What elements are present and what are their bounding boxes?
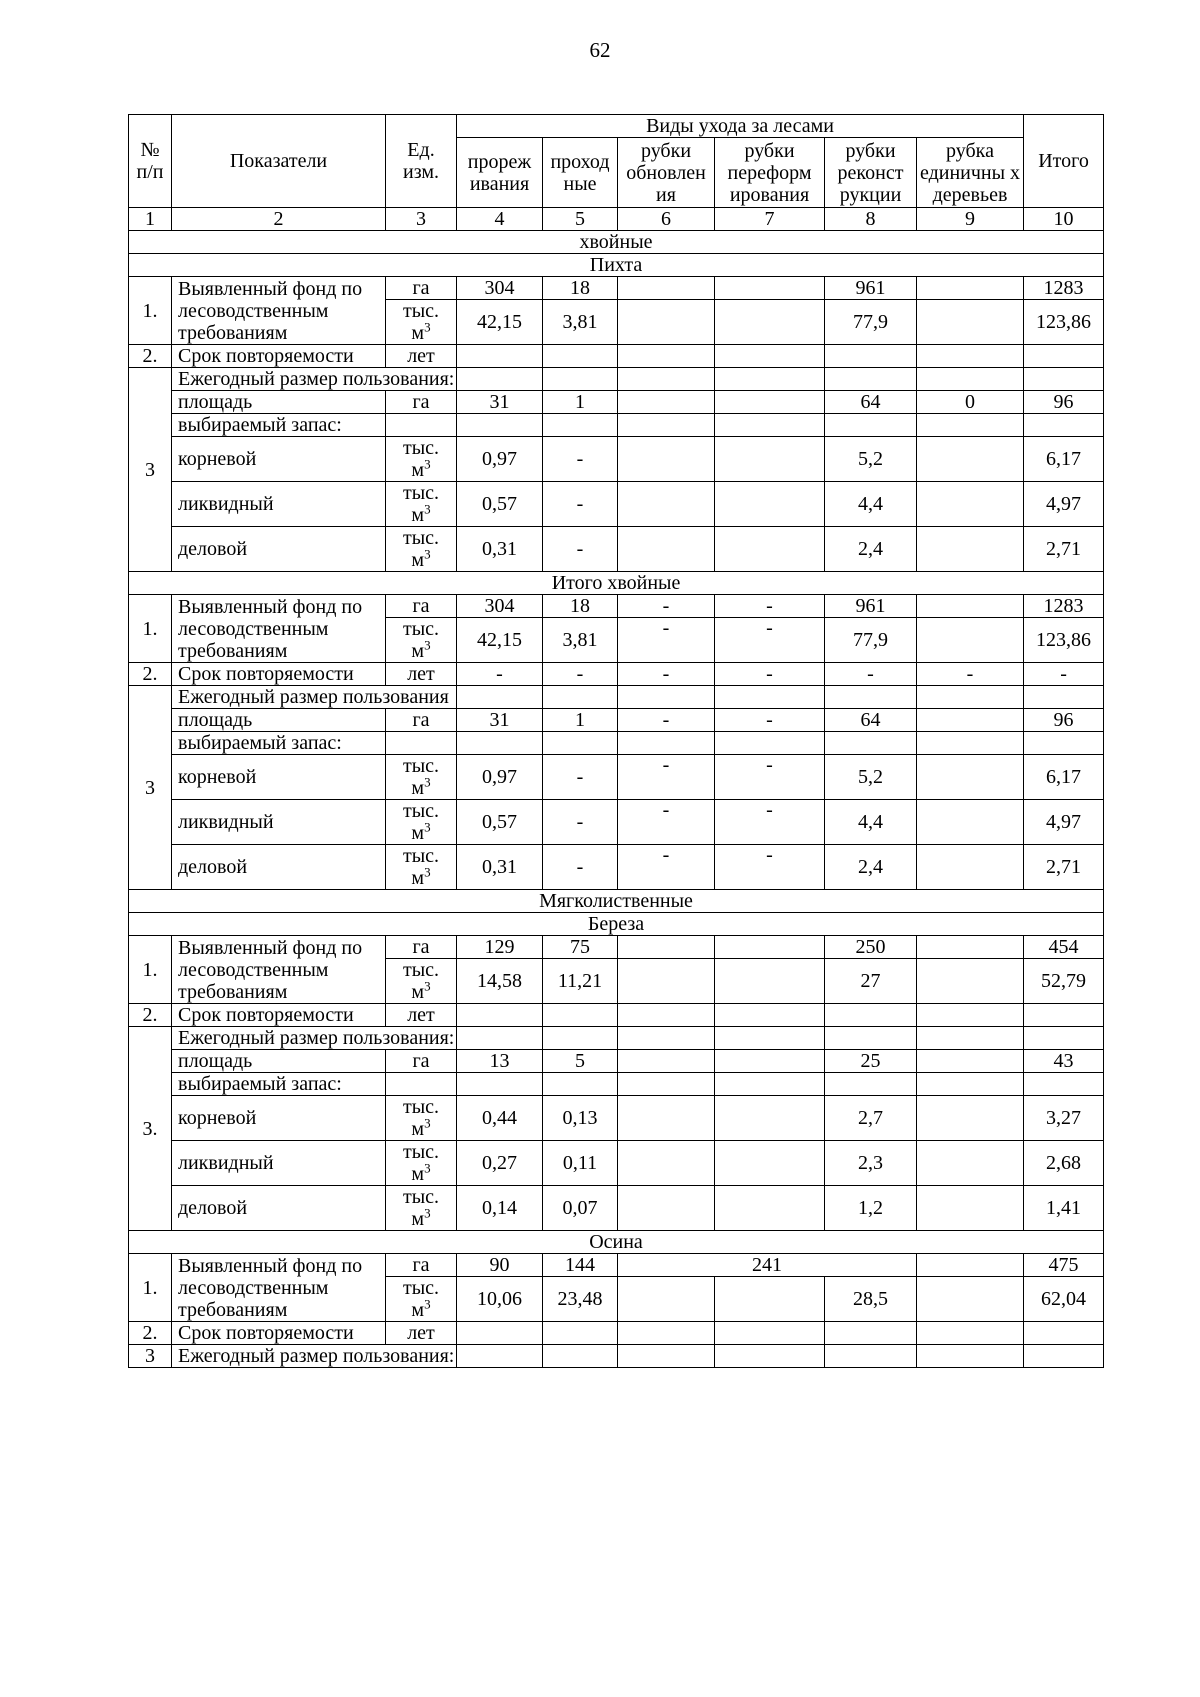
value-cell (715, 959, 825, 1004)
value-cell: 2,3 (825, 1141, 917, 1186)
table-row (129, 1322, 1104, 1345)
unit-cell: тыс. $м^3$ (386, 845, 457, 890)
value-cell: - (715, 709, 825, 732)
value-cell: - (715, 595, 825, 618)
value-cell: 31 (457, 391, 543, 414)
unit-cell: тыс. $м^3$ (386, 1277, 457, 1322)
section-row (129, 890, 1104, 913)
value-cell (715, 1186, 825, 1231)
column-number: 6 (618, 208, 715, 231)
value-cell (917, 709, 1024, 732)
table-row (129, 1004, 1104, 1027)
unit-cell: лет (386, 1004, 457, 1027)
value-cell: 129 (457, 936, 543, 959)
value-cell: 0,31 (457, 527, 543, 572)
value-cell (715, 1277, 825, 1322)
row-label: Срок повторяемости (172, 1004, 386, 1027)
value-cell: 43 (1024, 1050, 1104, 1073)
value-cell (715, 527, 825, 572)
value-cell (715, 1050, 825, 1073)
value-cell (618, 1186, 715, 1231)
value-cell: - (543, 527, 618, 572)
value-cell (917, 300, 1024, 345)
value-cell: - (543, 482, 618, 527)
value-cell (618, 391, 715, 414)
row-label: выбираемый запас: (172, 732, 386, 755)
value-cell: 961 (825, 595, 917, 618)
table-row (129, 1141, 1104, 1186)
header-type: проход ные (543, 138, 618, 208)
value-cell: 0,31 (457, 845, 543, 890)
unit-cell: лет (386, 1322, 457, 1345)
value-cell (715, 1096, 825, 1141)
table-row (129, 755, 1104, 800)
value-cell (715, 437, 825, 482)
unit-cell: тыс. $м^3$ (386, 482, 457, 527)
value-cell: 123,86 (1024, 300, 1104, 345)
value-cell (715, 391, 825, 414)
unit-cell: тыс. $м^3$ (386, 959, 457, 1004)
column-number: 10 (1024, 208, 1104, 231)
value-cell: 2,71 (1024, 527, 1104, 572)
table-row (129, 482, 1104, 527)
value-cell: - (543, 437, 618, 482)
row-label: деловой (172, 1186, 386, 1231)
column-number: 4 (457, 208, 543, 231)
value-cell: 2,71 (1024, 845, 1104, 890)
value-cell (618, 1096, 715, 1141)
value-cell (618, 277, 715, 300)
table-row (129, 709, 1104, 732)
value-cell: 1 (543, 391, 618, 414)
value-cell (917, 482, 1024, 527)
column-number: 1 (129, 208, 172, 231)
row-number: 2. (129, 663, 172, 686)
value-cell (715, 936, 825, 959)
table-row (129, 437, 1104, 482)
value-cell (917, 595, 1024, 618)
unit-cell: тыс. $м^3$ (386, 755, 457, 800)
unit-cell: га (386, 391, 457, 414)
header-type: рубки переформ ирования (715, 138, 825, 208)
value-cell: - (825, 663, 917, 686)
value-cell: 13 (457, 1050, 543, 1073)
value-cell (917, 1050, 1024, 1073)
table-row (129, 1073, 1104, 1096)
section-softleaf: Мягколиственные (129, 890, 1104, 913)
table-row (129, 936, 1104, 959)
value-cell: - (618, 845, 715, 890)
value-cell: 6,17 (1024, 755, 1104, 800)
row-label: Выявленный фонд по лесоводственным требованиям (172, 595, 386, 663)
value-cell: 0,57 (457, 800, 543, 845)
value-cell: - (715, 663, 825, 686)
value-cell: 28,5 (825, 1277, 917, 1322)
header-indicators: Показатели (172, 115, 386, 208)
value-cell: - (618, 755, 715, 800)
value-cell: 3,81 (543, 618, 618, 663)
value-cell (618, 437, 715, 482)
value-cell: - (543, 755, 618, 800)
value-cell: 250 (825, 936, 917, 959)
value-cell (618, 1050, 715, 1073)
row-label: площадь (172, 391, 386, 414)
unit-cell: лет (386, 663, 457, 686)
value-cell: - (543, 800, 618, 845)
value-cell (715, 277, 825, 300)
row-label: Выявленный фонд по лесоводственным требованиям (172, 277, 386, 345)
unit-cell: тыс. $м^3$ (386, 437, 457, 482)
header-total: Итого (1024, 115, 1104, 208)
table-row (129, 1050, 1104, 1073)
value-cell: 304 (457, 595, 543, 618)
value-cell: 3,81 (543, 300, 618, 345)
value-cell: 2,4 (825, 845, 917, 890)
row-label: Срок повторяемости (172, 663, 386, 686)
value-cell (917, 1277, 1024, 1322)
section-row (129, 1231, 1104, 1254)
value-cell: - (543, 663, 618, 686)
row-label: корневой (172, 755, 386, 800)
value-cell (917, 1141, 1024, 1186)
value-cell: 27 (825, 959, 917, 1004)
column-number: 7 (715, 208, 825, 231)
value-cell (917, 959, 1024, 1004)
unit-cell: га (386, 277, 457, 300)
value-cell (917, 1186, 1024, 1231)
header-type: рубки реконст рукции (825, 138, 917, 208)
value-cell: 0,57 (457, 482, 543, 527)
value-cell: - (618, 618, 715, 663)
value-cell (715, 300, 825, 345)
value-cell: 0,97 (457, 437, 543, 482)
table-row (129, 686, 1104, 709)
value-cell: 6,17 (1024, 437, 1104, 482)
column-numbers-row (129, 208, 1104, 231)
row-number: 2. (129, 1004, 172, 1027)
value-cell (917, 1254, 1024, 1277)
table-row (129, 1254, 1104, 1277)
row-label: деловой (172, 527, 386, 572)
header-num: № п/п (129, 115, 172, 208)
column-number: 9 (917, 208, 1024, 231)
table-row (129, 527, 1104, 572)
table-row (129, 277, 1104, 300)
table-row (129, 732, 1104, 755)
value-cell: 42,15 (457, 300, 543, 345)
table-row (129, 1345, 1104, 1368)
header-unit: Ед. изм. (386, 115, 457, 208)
row-number: 1. (129, 595, 172, 663)
unit-cell: га (386, 595, 457, 618)
unit-cell: га (386, 709, 457, 732)
row-number: 3. (129, 1027, 172, 1231)
value-cell: - (715, 800, 825, 845)
row-number: 1. (129, 1254, 172, 1322)
value-cell (917, 845, 1024, 890)
value-cell: 52,79 (1024, 959, 1104, 1004)
value-cell (917, 277, 1024, 300)
value-cell (917, 800, 1024, 845)
value-cell (618, 1141, 715, 1186)
row-label: ликвидный (172, 1141, 386, 1186)
value-cell: 0,13 (543, 1096, 618, 1141)
row-number: 1. (129, 936, 172, 1004)
unit-cell: тыс. $м^3$ (386, 800, 457, 845)
value-cell (618, 1277, 715, 1322)
row-label: Ежегодный размер пользования (172, 686, 457, 709)
section-aspen: Осина (129, 1231, 1104, 1254)
row-label: Ежегодный размер пользования: (172, 1345, 457, 1368)
value-cell (618, 300, 715, 345)
value-cell: 1283 (1024, 595, 1104, 618)
column-number: 8 (825, 208, 917, 231)
forest-care-table (128, 114, 1104, 1368)
value-cell: 62,04 (1024, 1277, 1104, 1322)
unit-cell: тыс. $м^3$ (386, 300, 457, 345)
column-number: 5 (543, 208, 618, 231)
header-group: Виды ухода за лесами (457, 115, 1024, 138)
value-cell (618, 482, 715, 527)
row-number: 2. (129, 345, 172, 368)
value-cell: 0,07 (543, 1186, 618, 1231)
unit-cell: лет (386, 345, 457, 368)
value-cell: 90 (457, 1254, 543, 1277)
section-fir: Пихта (129, 254, 1104, 277)
value-cell: - (618, 663, 715, 686)
value-cell: 4,97 (1024, 800, 1104, 845)
value-cell: 14,58 (457, 959, 543, 1004)
row-label: Выявленный фонд по лесоводственным требованиям (172, 1254, 386, 1322)
row-label: ликвидный (172, 800, 386, 845)
unit-cell: тыс. $м^3$ (386, 1096, 457, 1141)
value-cell: - (457, 663, 543, 686)
value-cell: 96 (1024, 709, 1104, 732)
value-cell: 1283 (1024, 277, 1104, 300)
value-cell (715, 1141, 825, 1186)
value-cell: 961 (825, 277, 917, 300)
section-conifer: хвойные (129, 231, 1104, 254)
value-cell: 123,86 (1024, 618, 1104, 663)
value-cell: - (715, 845, 825, 890)
row-label: Выявленный фонд по лесоводственным требованиям (172, 936, 386, 1004)
value-cell: 18 (543, 595, 618, 618)
value-cell (618, 959, 715, 1004)
header-type: прореж ивания (457, 138, 543, 208)
value-cell (917, 527, 1024, 572)
value-cell: 75 (543, 936, 618, 959)
value-cell: 31 (457, 709, 543, 732)
value-cell: 4,97 (1024, 482, 1104, 527)
value-cell (917, 755, 1024, 800)
value-cell: 475 (1024, 1254, 1104, 1277)
value-cell: 64 (825, 709, 917, 732)
value-cell: 77,9 (825, 618, 917, 663)
value-cell: 64 (825, 391, 917, 414)
table-row (129, 800, 1104, 845)
value-cell: 1 (543, 709, 618, 732)
row-number: 3 (129, 686, 172, 890)
row-label: площадь (172, 1050, 386, 1073)
value-cell: 77,9 (825, 300, 917, 345)
value-cell: 2,4 (825, 527, 917, 572)
table-row (129, 595, 1104, 618)
unit-cell: га (386, 936, 457, 959)
unit-cell: га (386, 1050, 457, 1073)
unit-cell: тыс. $м^3$ (386, 527, 457, 572)
unit-cell: тыс. $м^3$ (386, 618, 457, 663)
value-cell: 241 (618, 1254, 917, 1277)
value-cell: - (917, 663, 1024, 686)
value-cell: 2,7 (825, 1096, 917, 1141)
value-cell: - (618, 800, 715, 845)
value-cell: 304 (457, 277, 543, 300)
value-cell: 144 (543, 1254, 618, 1277)
value-cell: 10,06 (457, 1277, 543, 1322)
value-cell (715, 482, 825, 527)
row-label: площадь (172, 709, 386, 732)
value-cell: 0,11 (543, 1141, 618, 1186)
row-label: Ежегодный размер пользования: (172, 1027, 457, 1050)
column-number: 3 (386, 208, 457, 231)
value-cell: 3,27 (1024, 1096, 1104, 1141)
value-cell: 0 (917, 391, 1024, 414)
row-label: Срок повторяемости (172, 345, 386, 368)
value-cell: - (543, 845, 618, 890)
value-cell: 11,21 (543, 959, 618, 1004)
table-row (129, 368, 1104, 391)
value-cell (618, 527, 715, 572)
header-row-1 (129, 115, 1104, 138)
value-cell (917, 618, 1024, 663)
value-cell: 0,14 (457, 1186, 543, 1231)
row-label: деловой (172, 845, 386, 890)
value-cell: - (715, 755, 825, 800)
value-cell: 454 (1024, 936, 1104, 959)
value-cell: - (618, 595, 715, 618)
unit-cell: тыс. $м^3$ (386, 1186, 457, 1231)
value-cell: 4,4 (825, 482, 917, 527)
unit-cell: га (386, 1254, 457, 1277)
value-cell: 23,48 (543, 1277, 618, 1322)
header-type: рубки обновлен ия (618, 138, 715, 208)
table-row (129, 414, 1104, 437)
section-row (129, 254, 1104, 277)
value-cell: - (715, 618, 825, 663)
value-cell: 5,2 (825, 755, 917, 800)
value-cell: 18 (543, 277, 618, 300)
row-number: 2. (129, 1322, 172, 1345)
row-label: выбираемый запас: (172, 414, 386, 437)
table-row (129, 1027, 1104, 1050)
row-number: 3 (129, 1345, 172, 1368)
value-cell: 4,4 (825, 800, 917, 845)
row-label: Срок повторяемости (172, 1322, 386, 1345)
value-cell: - (618, 709, 715, 732)
value-cell (917, 1096, 1024, 1141)
row-number: 1. (129, 277, 172, 345)
section-row (129, 913, 1104, 936)
row-label: корневой (172, 1096, 386, 1141)
value-cell: 5,2 (825, 437, 917, 482)
column-number: 2 (172, 208, 386, 231)
row-label: ликвидный (172, 482, 386, 527)
value-cell: 5 (543, 1050, 618, 1073)
value-cell: 42,15 (457, 618, 543, 663)
value-cell: 25 (825, 1050, 917, 1073)
value-cell: 1,41 (1024, 1186, 1104, 1231)
value-cell (618, 936, 715, 959)
table-row (129, 663, 1104, 686)
value-cell: 2,68 (1024, 1141, 1104, 1186)
table-row (129, 1096, 1104, 1141)
table-row (129, 845, 1104, 890)
value-cell: 96 (1024, 391, 1104, 414)
header-type: рубка единичны х деревьев (917, 138, 1024, 208)
page-number: 62 (589, 38, 611, 62)
value-cell: 0,27 (457, 1141, 543, 1186)
value-cell: 1,2 (825, 1186, 917, 1231)
value-cell (917, 437, 1024, 482)
value-cell: - (1024, 663, 1104, 686)
table-row (129, 345, 1104, 368)
unit-cell: тыс. $м^3$ (386, 1141, 457, 1186)
row-label: Ежегодный размер пользования: (172, 368, 457, 391)
value-cell: 0,97 (457, 755, 543, 800)
table-row (129, 1186, 1104, 1231)
section-row (129, 572, 1104, 595)
section-row (129, 231, 1104, 254)
value-cell (917, 936, 1024, 959)
section-conifer-total: Итого хвойные (129, 572, 1104, 595)
section-birch: Береза (129, 913, 1104, 936)
row-label: корневой (172, 437, 386, 482)
row-number: 3 (129, 368, 172, 572)
row-label: выбираемый запас: (172, 1073, 386, 1096)
table-row (129, 391, 1104, 414)
value-cell: 0,44 (457, 1096, 543, 1141)
